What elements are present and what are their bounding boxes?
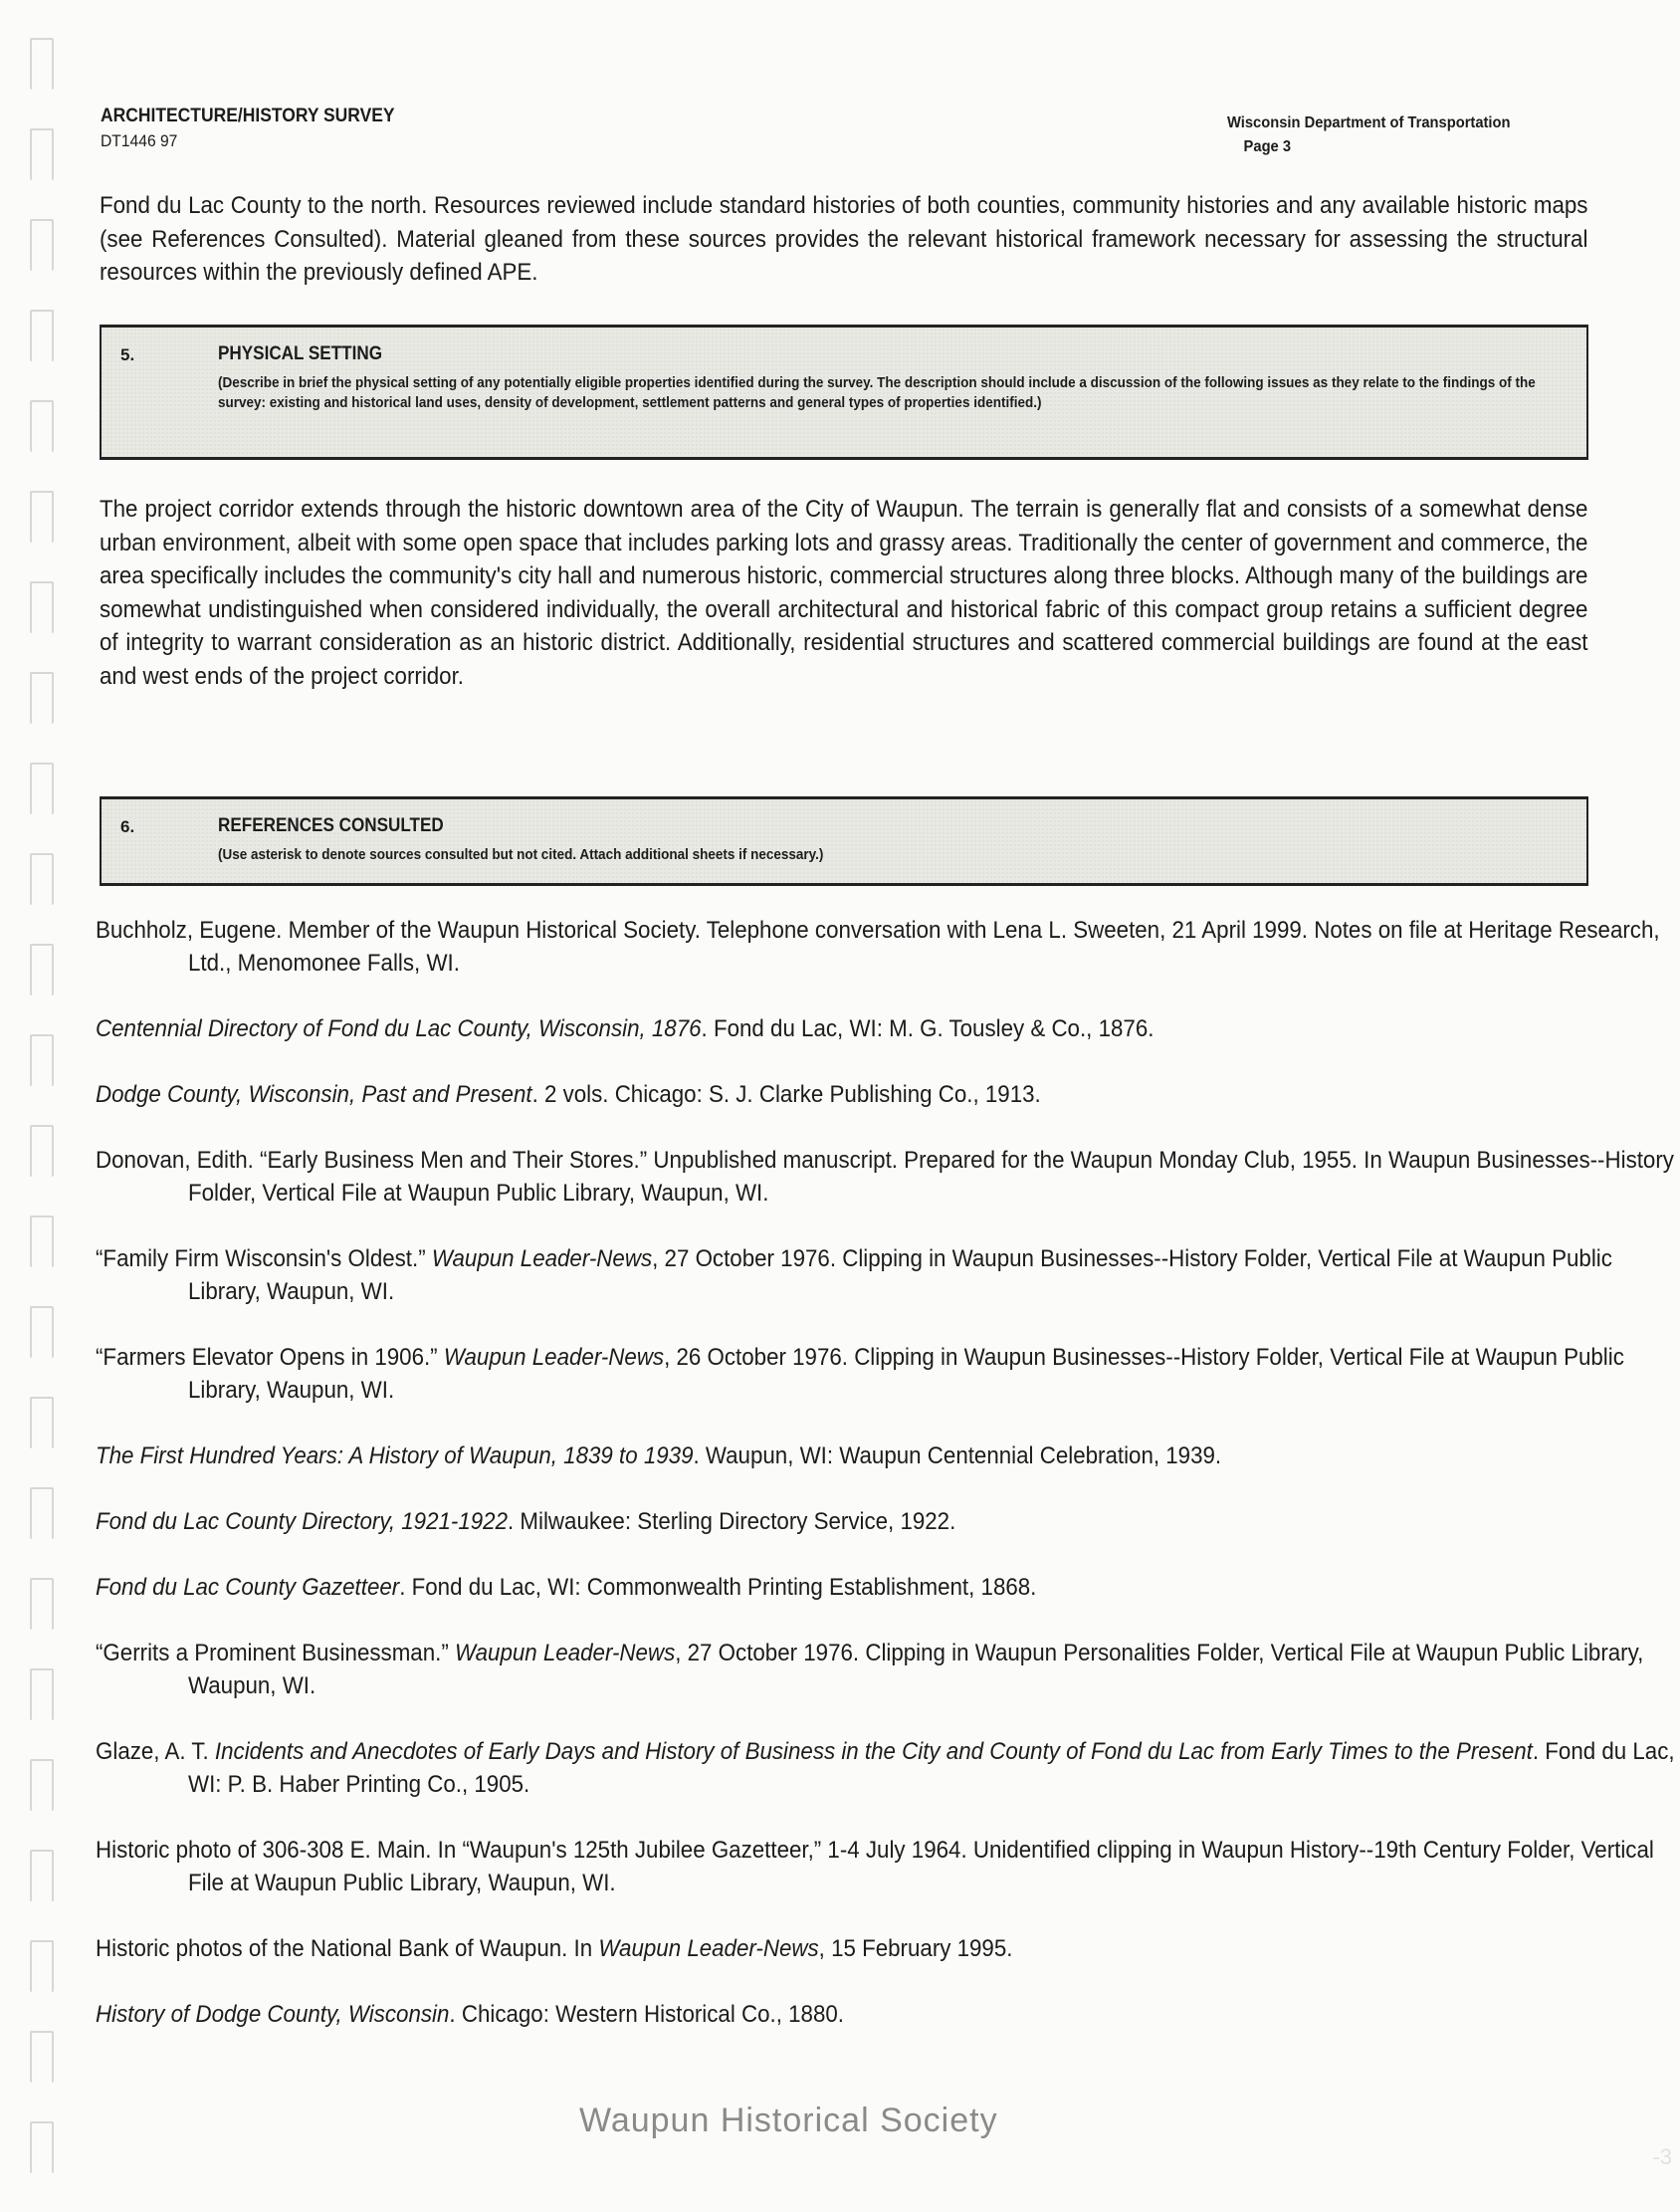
document-header-right <box>1227 111 1510 159</box>
reference-text: , 27 October 1976. Clipping in Waupun Personalities Folder, Vertical File at Waupun Public Library, Waupun, WI. <box>188 1640 1644 1699</box>
reference-text: , 15 February 1995. <box>818 1935 1013 1962</box>
reference-text: Historic photos of the National Bank of Waupun. In <box>96 1935 599 1962</box>
reference-text: , 27 October 1976. Clipping in Waupun Businesses--History Folder, Vertical File at Waupun Public Library, Waupun, WI. <box>188 1245 1612 1305</box>
section-instructions: (Describe in brief the physical setting of any potentially eligible properties identified during the survey. The description should include a discussion of the following issues as they relate to the findings of the survey: existing and historical land uses, density of development, settlement patterns and general types of properties identified.) <box>218 374 1536 411</box>
intro-paragraph: Fond du Lac County to the north. Resources reviewed include standard histories of both counties, community histories and any available historic maps (see References Consulted). Material gleaned from these sources provides the relevant historical framework necessary for assessing the structural resources within the previously defined APE. <box>100 192 1588 287</box>
reference-entry <box>96 1144 1680 1210</box>
agency-name: Wisconsin Department of Transportation <box>1227 114 1511 131</box>
reference-title-italic: Waupun Leader-News <box>431 1245 653 1272</box>
reference-title-italic: Centennial Directory of Fond du Lac County, Wisconsin, 1876 <box>96 1015 702 1042</box>
reference-entry <box>96 1012 1680 1045</box>
section-title: PHYSICAL SETTING <box>218 343 383 364</box>
reference-text: “Farmers Elevator Opens in 1906.” <box>96 1344 444 1371</box>
reference-entry <box>96 1571 1680 1604</box>
reference-entry <box>96 1078 1680 1111</box>
reference-title-italic: Dodge County, Wisconsin, Past and Present <box>96 1081 532 1108</box>
watermark: Waupun Historical Society <box>579 2101 998 2139</box>
corner-mark: -3 <box>1652 2144 1672 2169</box>
reference-title-italic: Fond du Lac County Directory, 1921-1922 <box>96 1508 508 1535</box>
section-6-box <box>100 796 1588 886</box>
reference-title-italic: The First Hundred Years: A History of Waupun, 1839 to 1939 <box>96 1442 694 1469</box>
reference-entry <box>96 1932 1680 1965</box>
reference-entry <box>96 1341 1680 1407</box>
reference-text: Buchholz, Eugene. Member of the Waupun Historical Society. Telephone conversation with Lena L. Sweeten, 21 April 1999. Notes on file at Heritage Research, Ltd., Menomonee Falls, WI. <box>96 917 1660 977</box>
reference-title-italic: History of Dodge County, Wisconsin <box>96 2001 450 2028</box>
reference-title-italic: Fond du Lac County Gazetteer <box>96 1574 400 1601</box>
section-title: REFERENCES CONSULTED <box>218 815 444 836</box>
reference-text: Glaze, A. T. <box>96 1738 215 1765</box>
survey-title: ARCHITECTURE/HISTORY SURVEY <box>101 106 395 126</box>
section-5-box <box>100 325 1588 460</box>
reference-entry <box>96 1242 1680 1308</box>
reference-entry <box>96 1637 1680 1702</box>
reference-entry <box>96 1505 1680 1538</box>
reference-text: . 2 vols. Chicago: S. J. Clarke Publishing Co., 1913. <box>531 1081 1041 1108</box>
reference-entry <box>96 1998 1680 2031</box>
reference-text: Donovan, Edith. “Early Business Men and Their Stores.” Unpublished manuscript. Prepared for the Waupun Monday Club, 1955. In Waupun Businesses--History Folder, Vertical File at Waupun Public Library, Waupun, WI. <box>96 1147 1674 1207</box>
binder-holes <box>30 38 54 2212</box>
reference-text: . Waupun, WI: Waupun Centennial Celebration, 1939. <box>693 1442 1222 1469</box>
reference-title-italic: Waupun Leader-News <box>454 1640 676 1666</box>
reference-text: . Fond du Lac, WI: Commonwealth Printing Establishment, 1868. <box>399 1574 1037 1601</box>
section-number: 6. <box>120 817 135 836</box>
reference-entry <box>96 1834 1680 1899</box>
reference-title-italic: Waupun Leader-News <box>443 1344 665 1371</box>
reference-entry <box>96 1735 1680 1801</box>
reference-text: Historic photo of 306-308 E. Main. In “Waupun's 125th Jubilee Gazetteer,” 1-4 July 1964. Unidentified clipping in Waupun History--19th Century Folder, Vertical File at Waupun Public Library, Waupun, WI. <box>96 1837 1654 1896</box>
physical-setting-body: The project corridor extends through the historic downtown area of the City of Waupun. The terrain is generally flat and consists of a somewhat dense urban environment, albeit with some open space that includes parking lots and grassy areas. Traditionally the center of government and commerce, the area specifically includes the community's city hall and numerous historic, commercial structures along three blocks. Although many of the buildings are somewhat undistinguished when considered individually, the overall architectural and historical fabric of this compact group retains a sufficient degree of integrity to warrant consideration as an historic district. Additionally, residential structures and scattered commercial buildings are found at the east and west ends of the project corridor. <box>100 496 1588 690</box>
reference-title-italic: Waupun Leader-News <box>598 1935 819 1962</box>
reference-text: “Gerrits a Prominent Businessman.” <box>96 1640 455 1666</box>
page-number: Page 3 <box>1243 138 1292 155</box>
reference-entry <box>96 1439 1680 1472</box>
references-list <box>96 914 1675 2064</box>
reference-text: . Chicago: Western Historical Co., 1880. <box>449 2001 844 2028</box>
reference-text: . Fond du Lac, WI: M. G. Tousley & Co., 1876. <box>701 1015 1155 1042</box>
section-number: 5. <box>120 345 135 364</box>
reference-text: . Milwaukee: Sterling Directory Service, 1922. <box>507 1508 956 1535</box>
section-instructions: (Use asterisk to denote sources consulted but not cited. Attach additional sheets if necessary.) <box>218 846 824 863</box>
document-header-left <box>101 104 395 153</box>
form-code: DT1446 97 <box>101 131 178 150</box>
reference-text: “Family Firm Wisconsin's Oldest.” <box>96 1245 432 1272</box>
reference-text: . Fond du Lac, WI: P. B. Haber Printing Co., 1905. <box>188 1738 1675 1798</box>
reference-title-italic: Incidents and Anecdotes of Early Days and History of Business in the City and County of Fond du Lac from Early Times to the Present <box>214 1738 1533 1765</box>
reference-entry <box>96 914 1680 980</box>
reference-text: , 26 October 1976. Clipping in Waupun Businesses--History Folder, Vertical File at Waupun Public Library, Waupun, WI. <box>188 1344 1624 1404</box>
